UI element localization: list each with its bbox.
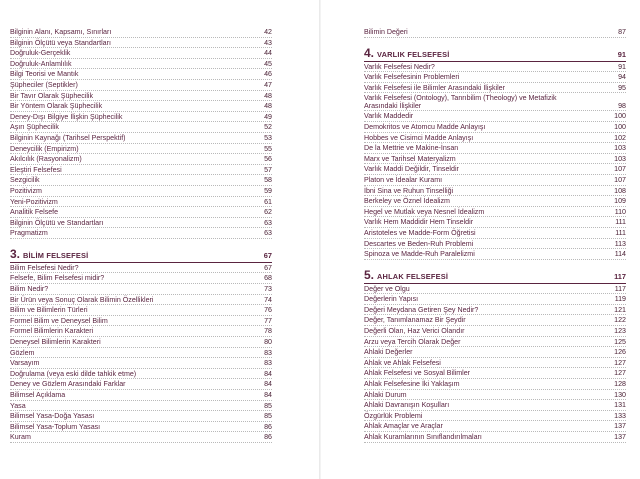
toc-entry — [364, 111, 626, 122]
toc-entry-page: 126 — [614, 348, 626, 357]
right-toc — [364, 27, 626, 443]
toc-entry-title: Bir Tavır Olarak Şüphecilik — [10, 91, 94, 100]
toc-entry — [10, 91, 272, 102]
toc-entry — [364, 62, 626, 73]
toc-entry-page: 119 — [614, 295, 626, 304]
toc-entry-page: 128 — [614, 380, 626, 389]
toc-entry — [364, 207, 626, 218]
toc-entry-title: Bilgi Teorisi ve Mantık — [10, 70, 79, 79]
toc-entry-title: Bilginin Ölçütü ve Standartları — [10, 218, 104, 227]
toc-entry-title: Ahlak Felsefesi ve Sosyal Bilimler — [364, 369, 471, 378]
toc-entry — [10, 316, 272, 327]
toc-entry-page: 131 — [614, 401, 626, 410]
section-number: 3. — [10, 246, 21, 261]
toc-entry-page: 83 — [264, 359, 272, 368]
toc-entry-title: De la Mettrie ve Makine-İnsan — [364, 144, 459, 153]
toc-entry — [10, 112, 272, 123]
toc-entry-page: 100 — [614, 122, 626, 131]
toc-entry-page: 85 — [264, 401, 272, 410]
toc-entry-page: 84 — [264, 369, 272, 378]
toc-entry — [364, 164, 626, 175]
right-entries-a — [364, 27, 626, 38]
toc-entry-title: İbni Sina ve Ruhun Tinselliği — [364, 186, 454, 195]
toc-entry-title: Ahlak Kuramlarının Sınıflandırılmaları — [364, 433, 482, 441]
toc-entry — [10, 422, 272, 433]
toc-entry-title: Varlık Maddi Değildir, Tinseldir — [364, 165, 459, 174]
toc-entry-page: 68 — [264, 274, 272, 283]
toc-entry-title: Sezgicilik — [10, 176, 40, 185]
section-page: 117 — [614, 271, 626, 281]
toc-entry — [10, 101, 272, 112]
toc-entry-title: Analitik Felsefe — [10, 208, 59, 217]
toc-entry-title: Deneycilik (Empirizm) — [10, 144, 79, 153]
toc-entry-page: 84 — [264, 391, 272, 399]
section-page: 67 — [263, 250, 272, 260]
toc-entry — [10, 401, 272, 412]
toc-entry — [364, 390, 626, 401]
toc-entry-title: Bilimsel Açıklama — [10, 391, 66, 399]
toc-entry-page: 53 — [264, 133, 272, 142]
toc-entry-page: 125 — [614, 337, 626, 346]
toc-entry — [364, 326, 626, 337]
toc-entry-page: 58 — [264, 176, 272, 185]
toc-entry-page: 111 — [615, 228, 626, 237]
toc-entry-title: Doğruluk-Gerçeklik — [10, 49, 71, 58]
section-title: AHLAK FELSEFESİ — [377, 271, 449, 281]
toc-entry — [10, 305, 272, 316]
toc-entry-title: Bilginin Kaynağı (Tarihsel Perspektif) — [10, 133, 126, 142]
toc-entry-page: 62 — [264, 208, 272, 217]
toc-entry-page: 127 — [614, 369, 626, 378]
toc-entry — [10, 432, 272, 443]
toc-entry-title: Bilginin Alanı, Kapsamı, Sınırları — [10, 28, 112, 36]
toc-entry — [364, 122, 626, 133]
toc-entry-title: Değeri Meydana Getiren Şey Nedir? — [364, 305, 479, 314]
toc-entry-title: Yasa — [10, 401, 26, 410]
toc-entry-title: Platon ve İdealar Kuramı — [364, 175, 443, 184]
toc-entry-title: Ahlak Felsefesine İki Yaklaşım — [364, 380, 460, 389]
right-page — [320, 0, 640, 479]
toc-entry-page: 98 — [618, 101, 626, 110]
toc-entry-page: 113 — [614, 239, 626, 248]
toc-entry-page: 109 — [614, 197, 626, 206]
toc-entry-page: 91 — [618, 62, 626, 71]
toc-entry — [10, 69, 272, 80]
toc-entry — [364, 196, 626, 207]
toc-entry-page: 44 — [264, 49, 272, 58]
toc-entry — [10, 207, 272, 218]
toc-entry-title: Doğrulama (veya eski dilde tahkik etme) — [10, 369, 137, 378]
toc-entry-page: 47 — [264, 80, 272, 89]
section-heading-4 — [364, 45, 626, 62]
toc-entry-title: Deney ve Gözlem Arasındaki Farklar — [10, 380, 126, 389]
toc-entry-title: Hobbes ve Cisimci Madde Anlayışı — [364, 133, 474, 142]
toc-entry-page: 73 — [264, 285, 272, 294]
toc-entry-page: 133 — [614, 411, 626, 420]
toc-entry — [10, 348, 272, 359]
toc-entry — [364, 421, 626, 432]
toc-entry-title: Bilim ve Bilimlerin Türleri — [10, 306, 88, 315]
toc-entry-page: 45 — [264, 59, 272, 68]
toc-entry-page: 117 — [614, 284, 626, 293]
toc-entry-page: 61 — [264, 197, 272, 206]
toc-entry — [10, 133, 272, 144]
section-title: VARLIK FELSEFESİ — [377, 49, 450, 59]
section-number: 5. — [364, 267, 375, 282]
section-heading-5 — [364, 267, 626, 284]
toc-entry-title: Formel Bilimlerin Karakteri — [10, 327, 94, 336]
toc-entry-page: 103 — [614, 144, 626, 153]
toc-entry-title: Bilimin Değeri — [364, 28, 408, 36]
toc-entry — [364, 379, 626, 390]
left-entries-a — [10, 27, 272, 239]
toc-entry-page: 83 — [264, 348, 272, 357]
toc-entry-title: Gözlem — [10, 348, 35, 357]
toc-entry-page: 103 — [614, 154, 626, 163]
toc-entry-page: 55 — [264, 144, 272, 153]
toc-entry-page: 52 — [264, 123, 272, 132]
toc-entry — [364, 217, 626, 228]
toc-entry-title: Demokritos ve Atomcu Madde Anlayışı — [364, 122, 486, 131]
toc-entry — [10, 122, 272, 133]
toc-entry — [10, 175, 272, 186]
toc-entry-page: 114 — [614, 250, 626, 259]
toc-entry — [364, 143, 626, 154]
toc-entry — [364, 228, 626, 239]
toc-entry-title: Varlık Maddedir — [364, 112, 414, 121]
section-number: 4. — [364, 45, 375, 60]
toc-entry-page: 107 — [614, 165, 626, 174]
toc-entry-title: Bir Yöntem Olarak Şüphecilik — [10, 102, 103, 111]
toc-entry — [364, 239, 626, 250]
toc-entry — [364, 72, 626, 83]
toc-entry-page: 100 — [614, 112, 626, 121]
toc-entry-title: Değerli Olan, Haz Verici Olandır — [364, 327, 465, 336]
toc-entry-title: Ahlaki Değerler — [364, 348, 413, 357]
toc-entry — [364, 186, 626, 197]
toc-entry — [364, 400, 626, 411]
toc-entry — [364, 368, 626, 379]
toc-entry — [10, 379, 272, 390]
toc-entry-page: 86 — [264, 422, 272, 431]
toc-entry-page: 94 — [618, 73, 626, 82]
toc-entry-page: 63 — [264, 218, 272, 227]
toc-entry — [364, 133, 626, 144]
toc-entry — [364, 315, 626, 326]
toc-entry-title: Varlık Felsefesi (Ontology), Tanrıbilim (Theology) ve Metafizik Arasındaki İlişkiler — [364, 93, 557, 111]
toc-entry — [10, 80, 272, 91]
toc-entry-page: 137 — [614, 433, 626, 441]
toc-entry-title: Ahlak Amaçlar ve Araçlar — [364, 422, 443, 431]
toc-entry-page: 102 — [614, 133, 626, 142]
toc-entry — [364, 294, 626, 305]
toc-entry-title: Felsefe, Bilim Felsefesi midir? — [10, 274, 105, 283]
toc-entry-title: Varlık Hem Maddidir Hem Tinseldir — [364, 218, 474, 227]
toc-entry-title: Arzu veya Tercih Olarak Değer — [364, 337, 461, 346]
toc-entry-title: Ahlaki Durum — [364, 390, 407, 399]
section-title: BİLİM FELSEFESİ — [23, 250, 89, 260]
toc-entry — [364, 347, 626, 358]
section-heading-3 — [10, 246, 272, 263]
toc-entry — [364, 83, 626, 94]
toc-entry-title: Aşırı Şüphecilik — [10, 123, 59, 132]
toc-entry-title: Değerlerin Yapısı — [364, 295, 419, 304]
toc-entry-title: Berkeley ve Öznel İdealizm — [364, 197, 450, 206]
toc-entry-title: Akılcılık (Rasyonalizm) — [10, 155, 82, 164]
toc-entry-title: Değer ve Olgu — [364, 284, 410, 293]
toc-entry-page: 84 — [264, 380, 272, 389]
toc-entry — [10, 228, 272, 239]
toc-entry — [10, 197, 272, 208]
toc-entry-page: 123 — [614, 327, 626, 336]
toc-entry-page: 107 — [614, 175, 626, 184]
toc-entry — [364, 154, 626, 165]
toc-entry-title: Descartes ve Beden-Ruh Problemi — [364, 239, 474, 248]
toc-entry-page: 78 — [264, 327, 272, 336]
toc-entry-title: Eleştiri Felsefesi — [10, 165, 62, 174]
toc-entry-page: 85 — [264, 412, 272, 421]
toc-entry — [10, 59, 272, 70]
toc-entry — [364, 432, 626, 443]
toc-entry-title: Bilginin Ölçütü veya Standartları — [10, 38, 111, 47]
toc-entry-page: 77 — [264, 316, 272, 325]
toc-entry — [10, 48, 272, 59]
toc-entry-title: Varlık Felsefesi Nedir? — [364, 62, 435, 71]
toc-entry — [10, 295, 272, 306]
toc-entry — [10, 390, 272, 401]
toc-entry-page: 122 — [614, 316, 626, 325]
toc-entry-page: 43 — [264, 38, 272, 47]
toc-entry-title: Bilimsel Yasa-Doğa Yasası — [10, 412, 95, 421]
toc-entry-title: Varlık Felsefesi ile Bilimler Arasındaki İlişkiler — [364, 83, 505, 92]
toc-entry-title: Pragmatizm — [10, 229, 48, 238]
toc-entry-page: 46 — [264, 70, 272, 79]
toc-entry-page: 87 — [618, 28, 626, 36]
toc-entry-title: Bilim Felsefesi Nedir? — [10, 263, 79, 272]
toc-entry-page: 76 — [264, 306, 272, 315]
toc-entry-title: Değer, Tanımlanamaz Bir Şeydir — [364, 316, 466, 325]
toc-entry-page: 137 — [614, 422, 626, 431]
toc-entry-title: Deney-Dışı Bilgiye İlişkin Şüphecilik — [10, 112, 123, 121]
toc-entry-title: Bilim Nedir? — [10, 285, 49, 294]
toc-entry — [364, 175, 626, 186]
toc-entry-page: 48 — [264, 102, 272, 111]
toc-entry-page: 49 — [264, 112, 272, 121]
toc-entry — [364, 249, 626, 260]
toc-entry-title: Varsayım — [10, 359, 40, 368]
toc-entry-page: 130 — [614, 390, 626, 399]
toc-entry-title: Ahlak ve Ahlak Felsefesi — [364, 358, 441, 367]
toc-entry-title: Hegel ve Mutlak veya Nesnel İdealizm — [364, 207, 485, 216]
toc-entry — [10, 326, 272, 337]
toc-entry-title: Spinoza ve Madde-Ruh Paralelizmi — [364, 250, 475, 259]
left-entries-b — [10, 263, 272, 443]
toc-entry — [364, 337, 626, 348]
toc-entry — [10, 186, 272, 197]
toc-entry-page: 86 — [264, 433, 272, 442]
toc-entry-title: Aristoteles ve Madde-Form Öğretisi — [364, 228, 476, 237]
toc-entry — [10, 358, 272, 369]
toc-entry-page: 59 — [264, 186, 272, 195]
toc-entry-title: Bir Ürün veya Sonuç Olarak Bilimin Özellikleri — [10, 295, 154, 304]
toc-entry — [364, 27, 626, 38]
toc-entry-page: 63 — [264, 229, 272, 238]
toc-entry — [364, 284, 626, 295]
toc-entry — [10, 218, 272, 229]
toc-entry-title: Bilimsel Yasa-Toplum Yasası — [10, 422, 101, 431]
toc-entry-page: 111 — [615, 218, 626, 227]
toc-entry-page: 42 — [264, 28, 272, 36]
toc-entry-title: Yeni-Pozitivizm — [10, 197, 58, 206]
toc-entry-page: 95 — [618, 83, 626, 92]
toc-entry — [10, 263, 272, 274]
toc-entry — [10, 337, 272, 348]
toc-entry-title: Deneysel Bilimlerin Karakteri — [10, 338, 101, 347]
toc-entry — [364, 93, 626, 111]
toc-entry-page: 108 — [614, 186, 626, 195]
toc-entry-title: Varlık Felsefesinin Problemleri — [364, 73, 460, 82]
toc-entry — [364, 305, 626, 316]
toc-entry-title: Pozitivizm — [10, 186, 42, 195]
right-entries-c — [364, 284, 626, 443]
toc-entry-page: 121 — [614, 305, 626, 314]
section-page: 91 — [617, 49, 626, 59]
toc-entry — [10, 27, 272, 38]
toc-entry — [364, 358, 626, 369]
toc-entry-title: Doğruluk-Anlamlılık — [10, 59, 72, 68]
toc-entry-page: 110 — [614, 207, 626, 216]
toc-entry — [364, 411, 626, 422]
toc-entry-page: 127 — [614, 358, 626, 367]
left-toc — [10, 27, 272, 443]
toc-entry-page: 56 — [264, 155, 272, 164]
toc-entry-page: 80 — [264, 338, 272, 347]
toc-entry — [10, 38, 272, 49]
toc-entry-title: Şüpheciler (Septikler) — [10, 80, 78, 89]
toc-entry-title: Marx ve Tarihsel Materyalizm — [364, 154, 456, 163]
toc-entry — [10, 154, 272, 165]
right-entries-b — [364, 62, 626, 260]
toc-entry-title: Ahlaki Davranışın Koşulları — [364, 401, 450, 410]
toc-entry — [10, 273, 272, 284]
toc-entry-title: Formel Bilim ve Deneysel Bilim — [10, 316, 108, 325]
toc-entry-page: 74 — [264, 295, 272, 304]
toc-entry-page: 48 — [264, 91, 272, 100]
toc-entry — [10, 369, 272, 380]
toc-entry-page: 67 — [264, 263, 272, 272]
toc-entry-title: Kuram — [10, 433, 31, 442]
toc-entry-title: Özgürlük Problemi — [364, 411, 423, 420]
toc-entry — [10, 165, 272, 176]
toc-entry-page: 57 — [264, 165, 272, 174]
toc-entry — [10, 411, 272, 422]
toc-entry — [10, 144, 272, 155]
toc-entry — [10, 284, 272, 295]
